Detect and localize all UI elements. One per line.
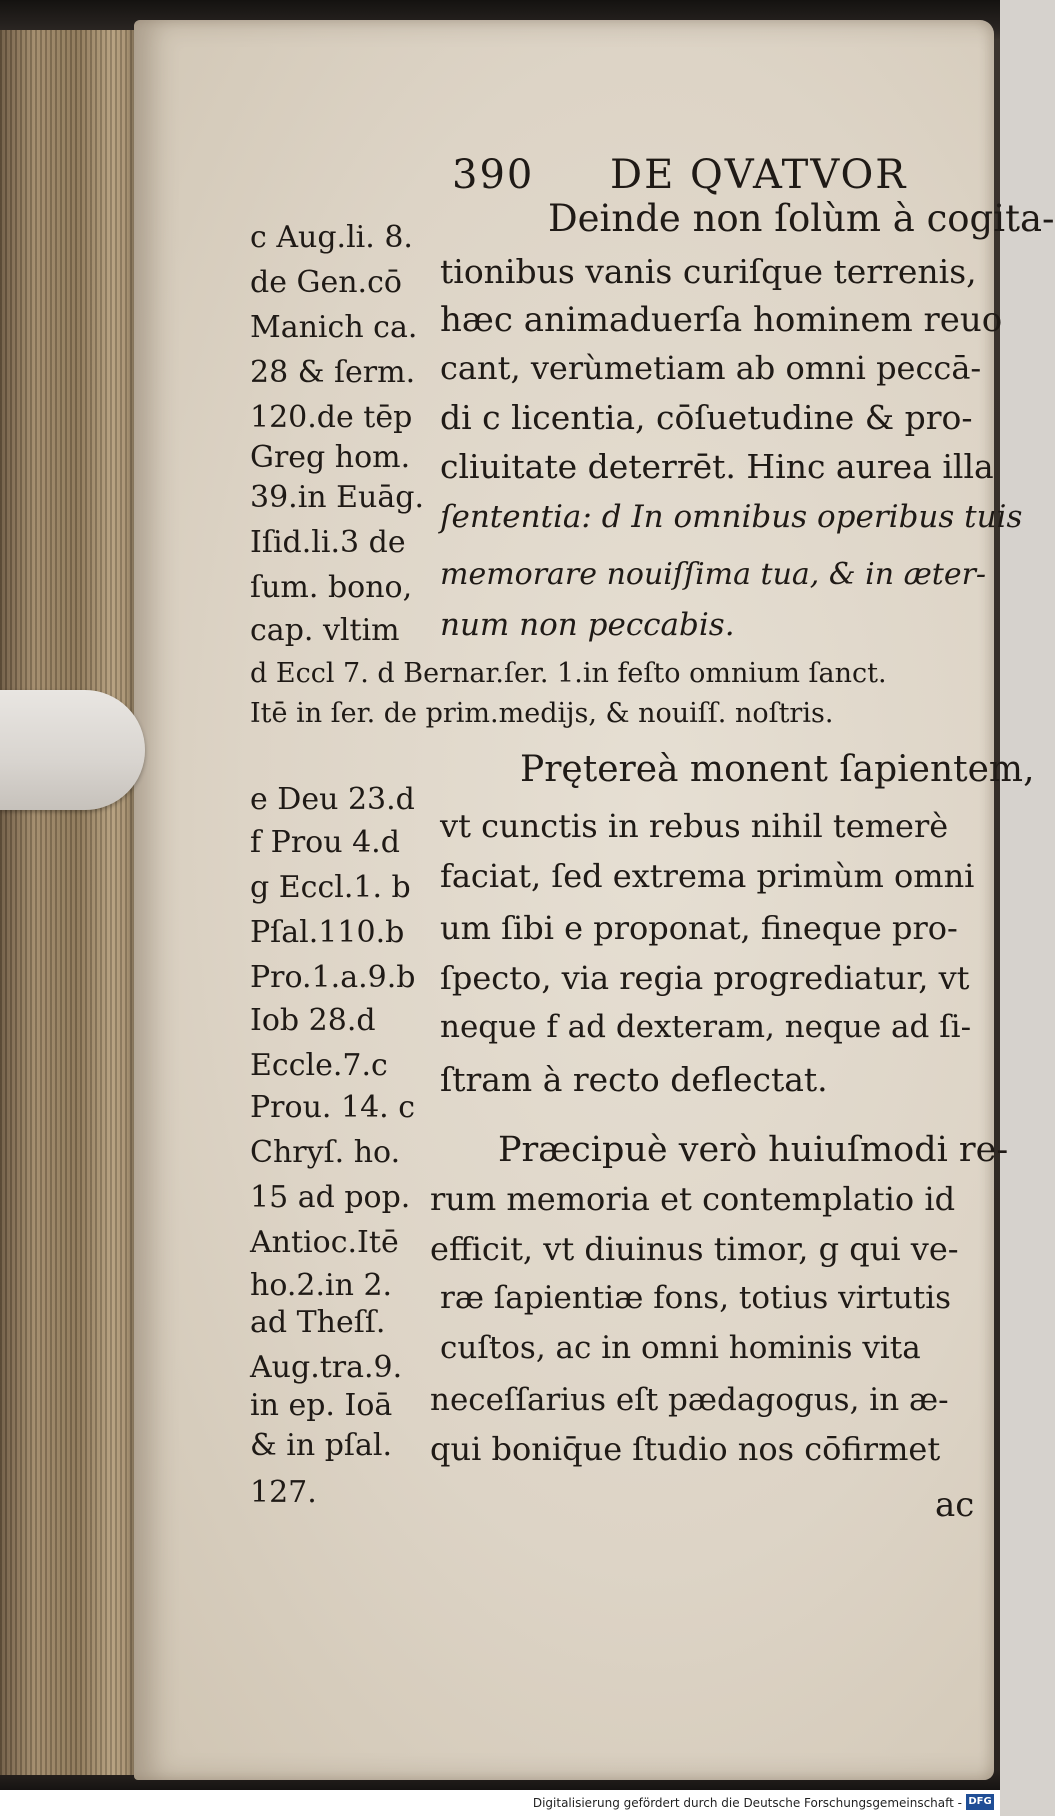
- margin-note: 120.de tēp: [250, 400, 413, 435]
- margin-note: de Gen.cō: [250, 265, 402, 300]
- margin-note: Pro.1.a.9.b: [250, 960, 416, 995]
- margin-note: 15 ad pop.: [250, 1180, 411, 1215]
- margin-note: Aug.tra.9.: [250, 1350, 403, 1385]
- catchword: ac: [935, 1485, 975, 1525]
- page-number: 390: [452, 152, 535, 198]
- margin-note: Iſid.li.3 de: [250, 525, 406, 560]
- margin-note: Pſal.110.b: [250, 915, 405, 950]
- margin-note: ad Theſſ.: [250, 1305, 386, 1340]
- page-tab-marker: [0, 690, 145, 810]
- margin-note: 28 & ſerm.: [250, 355, 416, 390]
- margin-note: Antioc.Itē: [250, 1225, 399, 1260]
- body-line: Prętereà monent ſapientem,: [520, 749, 1035, 790]
- body-line: ræ ſapientiæ fons, totius virtutis: [440, 1280, 952, 1316]
- footnote-line: d Eccl 7. d Bernar.ſer. 1.in feſto omnium ſanct.: [250, 658, 887, 689]
- margin-note: Chryſ. ho.: [250, 1135, 401, 1170]
- body-line: neque f ad dexteram, neque ad ſi-: [440, 1009, 972, 1045]
- margin-note: e Deu 23.d: [250, 782, 415, 817]
- margin-note: 127.: [250, 1475, 317, 1510]
- margin-note: & in pſal.: [250, 1428, 393, 1463]
- margin-note: ſum. bono,: [250, 570, 413, 605]
- body-line: cant, verùmetiam ab omni peccā-: [440, 349, 982, 387]
- body-line: um ſibi e proponat, fineque pro-: [440, 909, 958, 947]
- body-line: tionibus vanis curiſque terrenis,: [440, 252, 977, 291]
- margin-note: cap. vltim: [250, 613, 400, 648]
- body-line: Præcipuè verò huiuſmodi re-: [498, 1130, 1009, 1170]
- margin-note: c Aug.li. 8.: [250, 220, 413, 255]
- margin-note: g Eccl.1. b: [250, 870, 411, 905]
- body-line: num non peccabis.: [440, 607, 735, 643]
- dfg-logo-icon: DFG: [966, 1794, 994, 1810]
- body-line: efficit, vt diuinus timor, g qui ve-: [430, 1230, 959, 1268]
- body-line: qui boniq̄ue ſtudio nos cōfirmet: [430, 1430, 941, 1468]
- body-line: memorare nouiſſima tua, & in æter-: [440, 557, 987, 592]
- footnote-line: Itē in ſer. de prim.medijs, & nouiſſ. noſtris.: [250, 698, 834, 729]
- digitization-credit-text: Digitalisierung gefördert durch die Deutsche Forschungsgemeinschaft -: [532, 1796, 962, 1810]
- margin-note: Iob 28.d: [250, 1003, 376, 1038]
- margin-note: 39.in Euāg.: [250, 480, 425, 515]
- margin-note: in ep. Ioā: [250, 1388, 393, 1423]
- body-line: di c licentia, cōſuetudine & pro-: [440, 398, 973, 437]
- body-line: Deinde non ſolùm à cogita-: [548, 197, 1055, 240]
- margin-note: f Prou 4.d: [250, 825, 400, 860]
- body-line: neceſſarius eſt pædagogus, in æ-: [430, 1382, 949, 1418]
- book-page-edges: [0, 30, 140, 1775]
- margin-note: Greg hom.: [250, 440, 411, 475]
- body-line: ſtram à recto deflectat.: [440, 1060, 828, 1099]
- body-line: cliuitate deterrēt. Hinc aurea illa: [440, 447, 994, 486]
- body-line: hæc animaduerſa hominem reuo: [440, 300, 1003, 340]
- body-line: ſententia: d In omnibus operibus tuis: [440, 499, 1023, 535]
- margin-note: Manich ca.: [250, 310, 418, 345]
- margin-note: ho.2.in 2.: [250, 1268, 393, 1303]
- margin-note: Prou. 14. c: [250, 1090, 416, 1125]
- running-title: DE QVATVOR: [610, 152, 908, 198]
- body-line: cuſtos, ac in omni hominis vita: [440, 1330, 921, 1366]
- body-line: vt cunctis in rebus nihil temerè: [440, 807, 949, 845]
- body-line: ſpecto, via regia progrediatur, vt: [440, 959, 970, 997]
- body-line: faciat, ſed extrema primùm omni: [440, 857, 975, 895]
- body-line: rum memoria et contemplatio id: [430, 1180, 956, 1218]
- digitization-credit-bar: [0, 1790, 1000, 1816]
- margin-note: Eccle.7.c: [250, 1048, 388, 1083]
